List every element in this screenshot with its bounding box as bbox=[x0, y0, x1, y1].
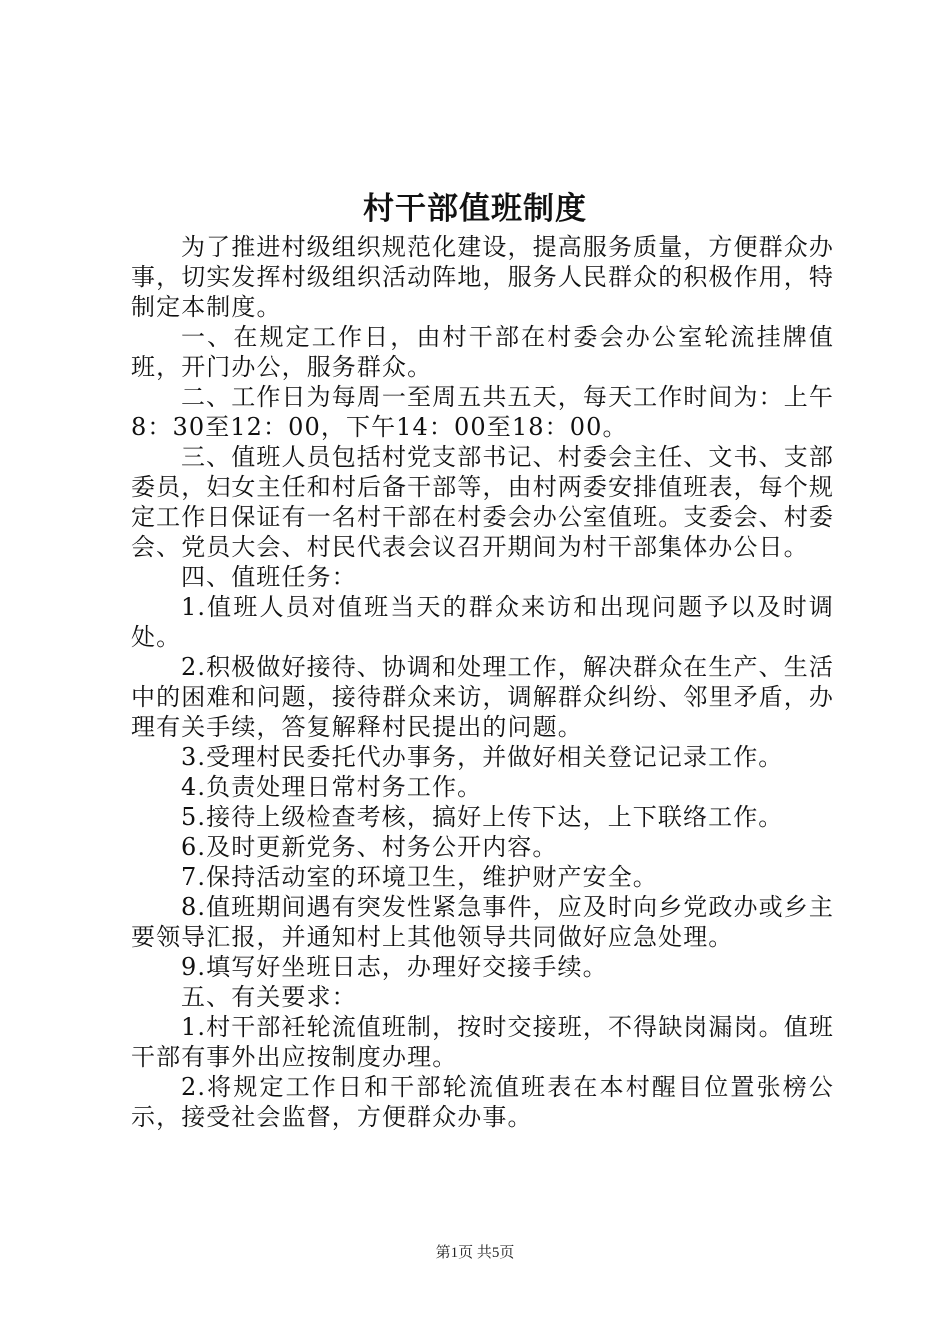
task-item-1: 1.值班人员对值班当天的群众来访和出现问题予以及时调处。 bbox=[131, 593, 834, 651]
requirement-item-2: 2.将规定工作日和干部轮流值班表在本村醒目位置张榜公示，接受社会监督，方便群众办事。 bbox=[131, 1073, 834, 1131]
document-title: 村干部值班制度 bbox=[363, 191, 587, 227]
intro-paragraph: 为了推进村级组织规范化建设，提高服务质量，方便群众办事，切实发挥村级组织活动阵地，服务人民群众的积极作用，特制定本制度。 bbox=[131, 233, 834, 321]
task-item-4: 4.负责处理日常村务工作。 bbox=[181, 773, 483, 801]
task-item-8: 8.值班期间遇有突发性紧急事件，应及时向乡党政办或乡主要领导汇报，并通知村上其他领导共同做好应急处理。 bbox=[131, 893, 834, 951]
task-item-7: 7.保持活动室的环境卫生，维护财产安全。 bbox=[181, 863, 658, 891]
rule-3-paragraph: 三、值班人员包括村党支部书记、村委会主任、文书、支部委员，妇女主任和村后备干部等，由村两委安排值班表，每个规定工作日保证有一名村干部在村委会办公室值班。支委会、村委会、党员大会、村民代表会议召开期间为村干部集体办公日。 bbox=[131, 443, 834, 561]
rule-2-paragraph: 二、工作日为每周一至周五共五天，每天工作时间为：上午8：30至12：00，下午14：00至18：00。 bbox=[131, 383, 834, 441]
rule-1-paragraph: 一、在规定工作日，由村干部在村委会办公室轮流挂牌值班，开门办公，服务群众。 bbox=[131, 323, 834, 381]
page-number-footer: 第1页 共5页 bbox=[435, 1245, 515, 1261]
task-item-9: 9.填写好坐班日志，办理好交接手续。 bbox=[181, 953, 608, 981]
requirement-item-1: 1.村干部衽轮流值班制，按时交接班，不得缺岗漏岗。值班干部有事外出应按制度办理。 bbox=[131, 1013, 834, 1071]
task-item-3: 3.受理村民委托代办事务，并做好相关登记记录工作。 bbox=[181, 743, 784, 771]
section-4-heading: 四、值班任务： bbox=[181, 563, 357, 591]
task-item-6: 6.及时更新党务、村务公开内容。 bbox=[181, 833, 558, 861]
task-item-5: 5.接待上级检查考核，搞好上传下达，上下联络工作。 bbox=[181, 803, 784, 831]
task-item-2: 2.积极做好接待、协调和处理工作，解决群众在生产、生活中的困难和问题，接待群众来访，调解群众纠纷、邻里矛盾，办理有关手续，答复解释村民提出的问题。 bbox=[131, 653, 834, 741]
section-5-heading: 五、有关要求： bbox=[181, 983, 357, 1011]
document-body bbox=[131, 232, 834, 1132]
